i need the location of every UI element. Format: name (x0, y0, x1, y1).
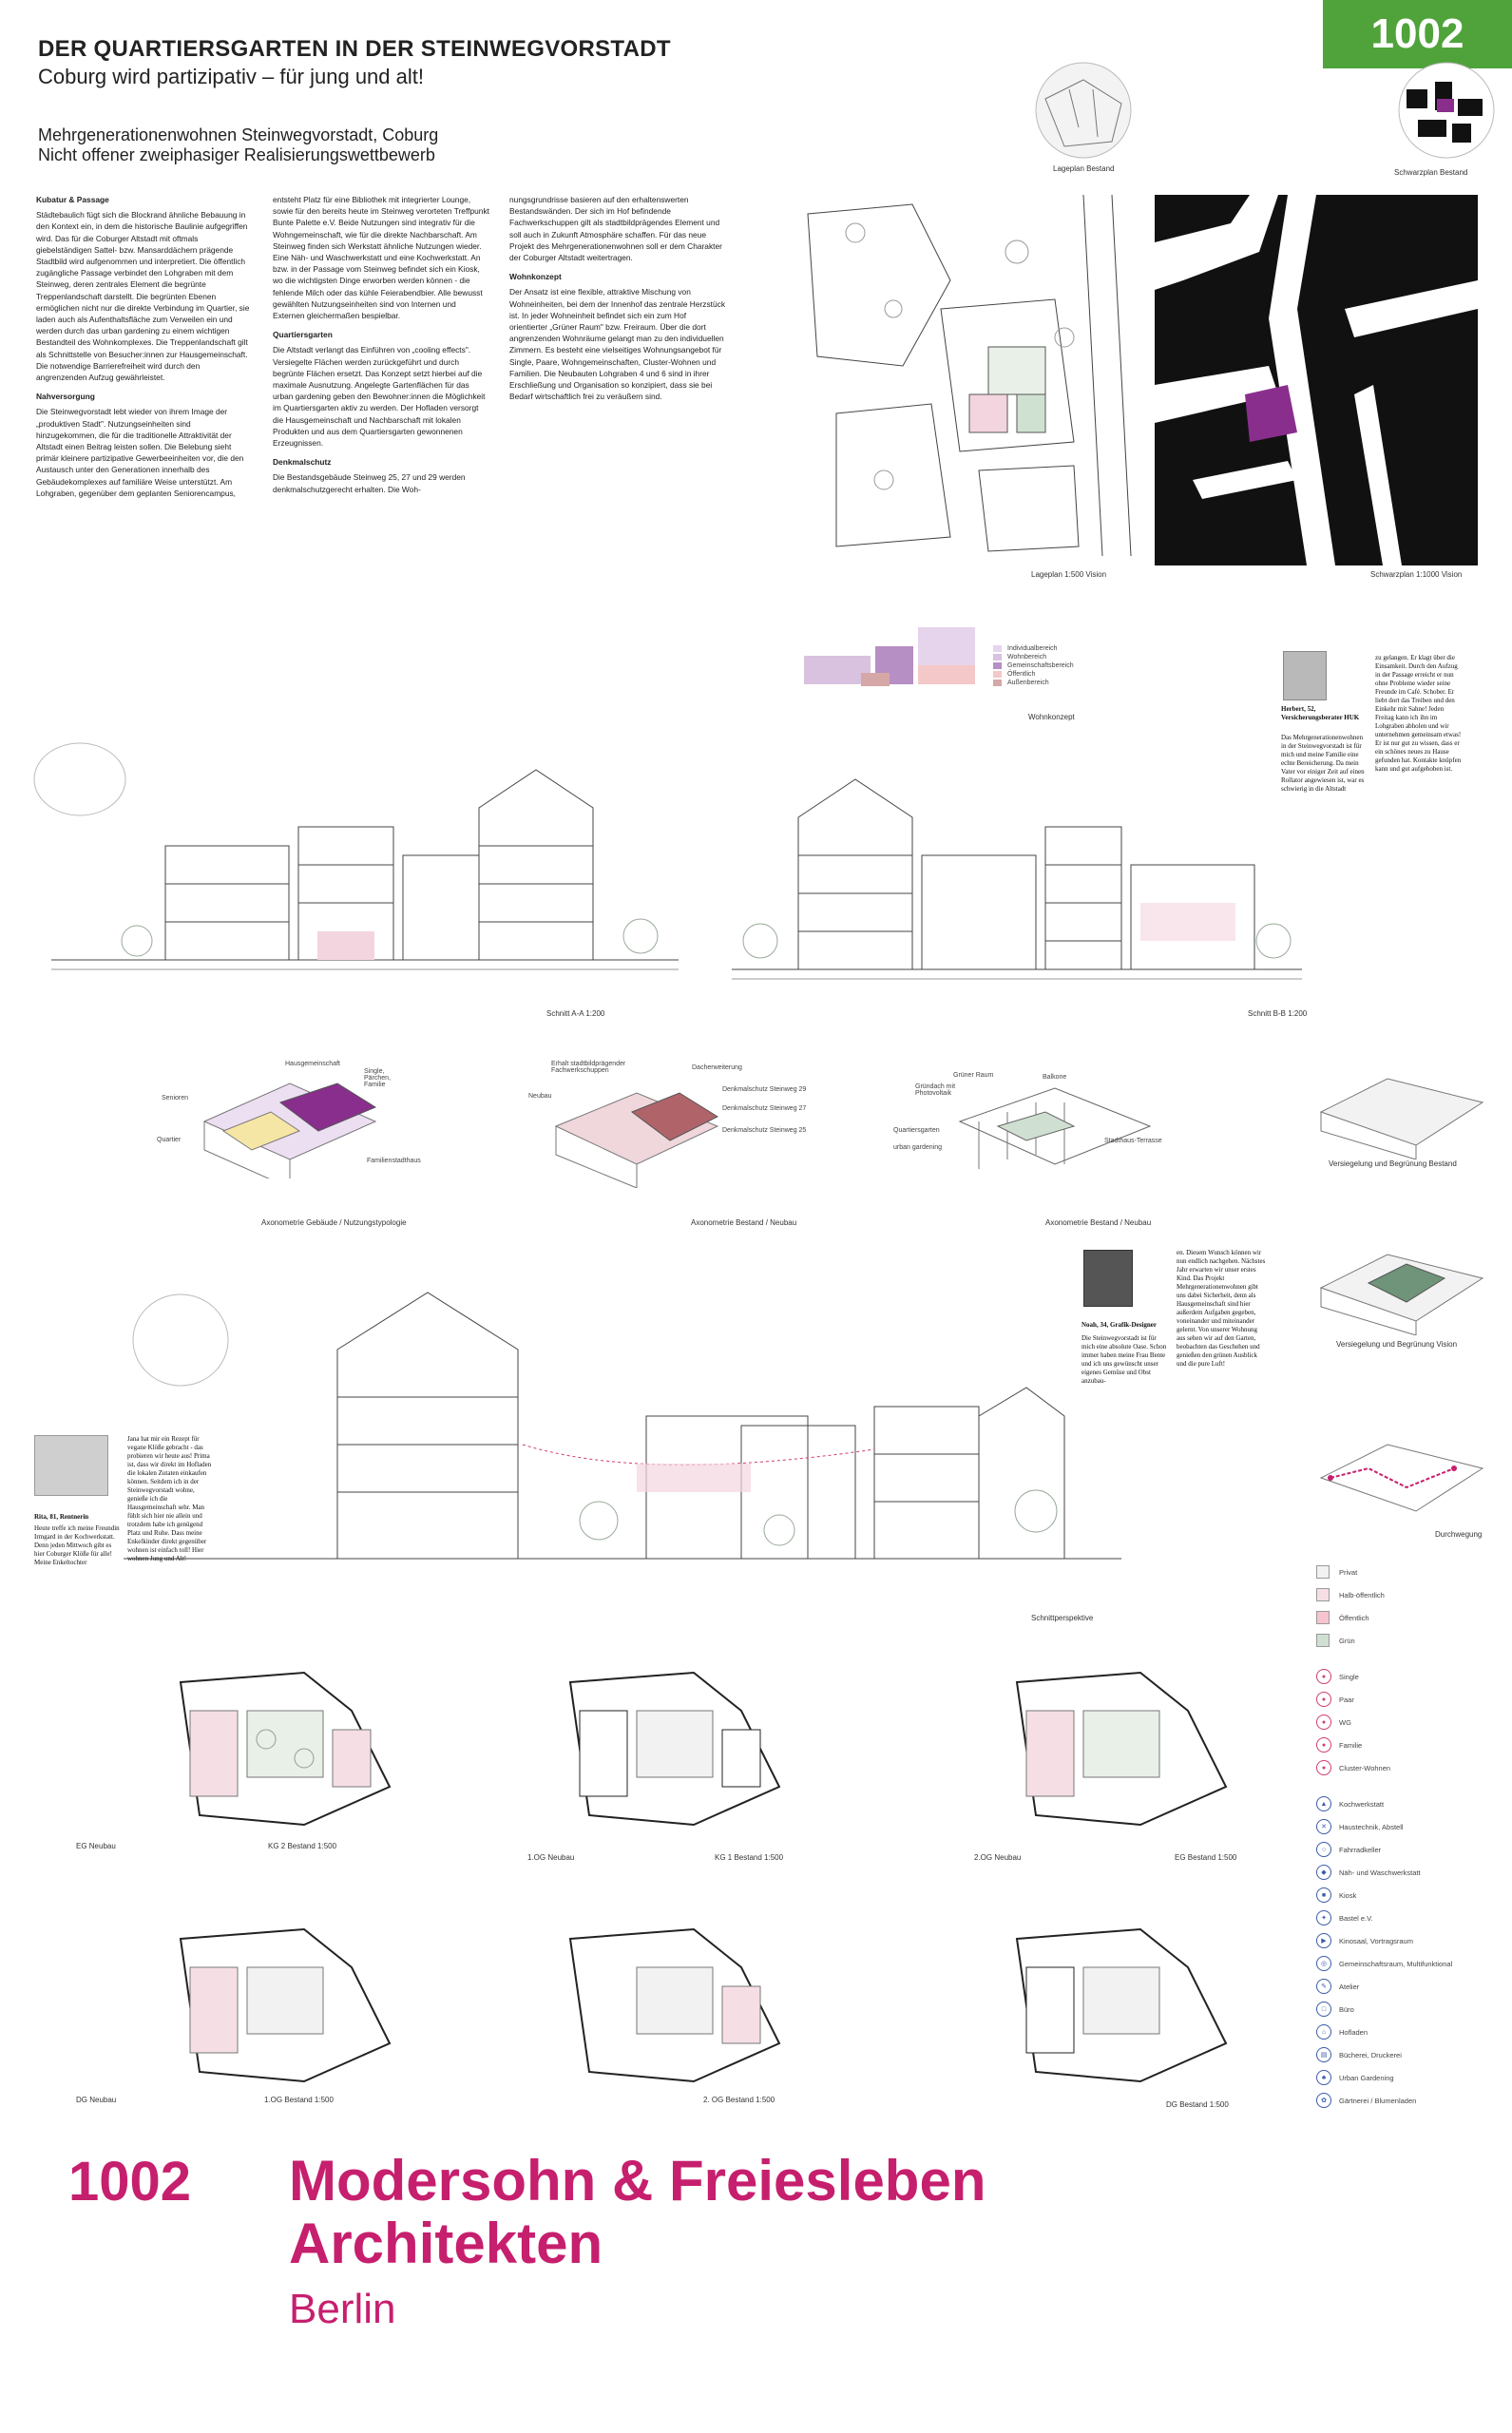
caption-plan-1og-neubau: 1.OG Neubau (527, 1853, 575, 1862)
heading-kubatur: Kubatur & Passage (36, 195, 109, 204)
caption-versiegelung-bestand: Versiegelung und Begrünung Bestand (1329, 1159, 1457, 1168)
book-icon: ▤ (1316, 2047, 1331, 2062)
legend-row-use-9 (1316, 1998, 1487, 2021)
floor-plans-row-1 (57, 1635, 1292, 1863)
legend-label-single: Single (1339, 1672, 1359, 1681)
caption-axo-gebaeude: Axonometrie Gebäude / Nutzungstypologie (261, 1218, 407, 1227)
entry-number-badge: 1002 (1323, 0, 1512, 68)
caption-versiegelung-vision: Versiegelung und Begrünung Vision (1336, 1340, 1458, 1349)
caption-plan-1og-bestand: 1.OG Bestand 1:500 (264, 2096, 334, 2104)
legend-individualbereich: Individualbereich (1007, 645, 1058, 652)
caption-schwarzplan-bestand: Schwarzplan Bestand (1394, 168, 1468, 177)
legend-row-use-1 (1316, 1815, 1487, 1838)
legend-row-use-5 (1316, 1906, 1487, 1929)
legend-row-use-4 (1316, 1884, 1487, 1906)
single-icon: ● (1316, 1669, 1331, 1684)
footer-city: Berlin (289, 2286, 396, 2332)
axo-bestand-drawing (546, 1074, 727, 1188)
axo-c-label-urban-gardening: urban gardening (893, 1144, 942, 1151)
quote-herbert-name: Herbert, 52, Versicherungsberater HUK (1281, 705, 1360, 721)
legend-row-use-10 (1316, 2021, 1487, 2043)
text-kubatur: Städtebaulich fügt sich die Blockrand ähnliche Bebauung in den Kontext ein, in dem die historische Baulinie aufgegriffen wird. Das für die Coburger Altstadt mit oftmals giebelständigen Sattel- bzw. Mansarddächern prägende Stadtbild wird aufgenommen und interpretiert. Die öffentlich zugängliche Passage verbindet den Lohgraben mit dem Steinweg, deren zentrales Element die begrünte Treppenlandschaft darstellt. Die begrünten Ebenen ermöglichen nicht nur die direkte Verbindung im Quartier, sie laden auch als Aufenthaltsfläche zum Verweilen ein und werden durch das urban gardening zu einem wichtigen Bestandteil des Wohnkomplexes. Die Treppenlandschaft gilt als Schnittstelle von Besucher:innen zur Hausgemeinschaft. Die notwendige Barrierefreiheit wird durch den angrenzenden Aufzug gewährleistet. (36, 210, 250, 383)
floorplan-2og-neubau (998, 1654, 1245, 1834)
caption-schnitt-b: Schnitt B-B 1:200 (1248, 1009, 1308, 1018)
portrait-rita (34, 1435, 108, 1496)
floorplan-dg-neubau (162, 1910, 409, 2091)
heading-denkmalschutz: Denkmalschutz (273, 457, 332, 468)
shop-icon: ⌂ (1316, 2024, 1331, 2040)
floorplan-1og-neubau (551, 1654, 798, 1834)
text-column-2 (273, 194, 489, 499)
legend-wohnbereich: Wohnbereich (1007, 654, 1047, 661)
office-icon: □ (1316, 2002, 1331, 2017)
schwarzplan-bestand-drawing (1389, 61, 1503, 165)
caption-plan-eg-neubau: EG Neubau (76, 1842, 116, 1850)
text-column-1 (36, 194, 253, 503)
competition-name: Nicht offener zweiphasiger Realisierungswettbewerb (38, 145, 435, 164)
caption-durchwegung: Durchwegung (1435, 1530, 1483, 1539)
versiegelung-bestand-drawing (1311, 1064, 1492, 1159)
floorplan-2og-bestand (551, 1910, 798, 2091)
family-icon: ● (1316, 1737, 1331, 1753)
legend-row-paar (1316, 1688, 1487, 1711)
legend-row-use-2 (1316, 1838, 1487, 1861)
axo-gruen-drawing (950, 1074, 1159, 1188)
axo-a-label-single: Single, Pärchen, Familie (364, 1068, 392, 1088)
heading-wohnkonzept: Wohnkonzept (509, 272, 562, 282)
cinema-icon: ▶ (1316, 1933, 1331, 1948)
axo-b-label-steinweg25: Denkmalschutz Steinweg 25 (722, 1127, 807, 1134)
caption-plan-dg-bestand: DG Bestand 1:500 (1166, 2100, 1229, 2109)
axo-a-label-quartier: Quartier (157, 1137, 182, 1143)
floorplan-eg-neubau (162, 1654, 409, 1834)
text-fachwerk: nungsgrundrisse basieren auf den erhaltenswerten Bestandswänden. Der sich im Hof befindende Fachwerkschuppen gilt als stadtbildprägendes Element und soll auch in Zukunft Atmosphäre schaffen. Für das neue Projekt des Mehrgenerationenwohnen soll er dem Charakter der Coburger Altstadt weitertragen. (509, 195, 722, 263)
axo-gebaeude-drawing (185, 1064, 394, 1178)
legend-label-use: Kiosk (1339, 1890, 1357, 1900)
cluster-icon: ● (1316, 1760, 1331, 1775)
caption-axo-bestand: Axonometrie Bestand / Neubau (691, 1218, 797, 1227)
axo-b-label-neubau: Neubau (528, 1093, 552, 1100)
text-denkmalschutz: Die Bestandsgebäude Steinweg 25, 27 und 29 werden denkmalschutzgerecht erhalten. Die Woh- (273, 472, 466, 494)
atelier-icon: ✎ (1316, 1979, 1331, 1994)
durchwegung-drawing (1311, 1430, 1492, 1516)
legend-row-oeffentlich (1316, 1606, 1487, 1629)
legend-label-use: Gemeinschaftsraum, Multifunktional (1339, 1959, 1453, 1968)
lageplan-vision-drawing (798, 195, 1150, 565)
text-nahversorgung: Die Steinwegvorstadt lebt wieder von ihrem Image der „produktiven Stadt". Nutzungseinheiten sind hinzugekommen, die für die traditionelle Attraktivität der Altstadt einen Beitrag leisten sollen. Die Belebung sieht primär kleinere partizipative Gewerbeeinheiten vor, die den Austausch unter den Generationen innerhalb des Gebäudekomplexes auf familiäre Weise unterstützt. Am Lohgraben, gegenüber dem geplanten Seniorencampus, (36, 407, 244, 498)
legend-label-paar: Paar (1339, 1695, 1354, 1704)
community-icon: ◎ (1316, 1956, 1331, 1971)
bicycle-icon: ○ (1316, 1842, 1331, 1857)
caption-plan-2og-bestand: 2. OG Bestand 1:500 (703, 2096, 775, 2104)
caption-axo-bestand-2: Axonometrie Bestand / Neubau (1045, 1218, 1152, 1227)
quote-noah-text: Die Steinwegvorstadt ist für mich eine absolute Oase. Schon immer haben meine Frau Bente und ich uns gewünscht unser eigenes Gemüse und Obst anzubau- (1081, 1334, 1167, 1385)
legend-label-cluster: Cluster-Wohnen (1339, 1763, 1391, 1772)
legend-label-use: Kinosaal, Vortragsraum (1339, 1936, 1413, 1945)
legend-label-use: Bücherei, Druckerei (1339, 2050, 1402, 2059)
caption-lageplan-vision: Lageplan 1:500 Vision (1031, 570, 1107, 579)
legend-row-use-11 (1316, 2043, 1487, 2066)
axo-b-label-erhalt: Erhalt stadtbildprägender Fachwerkschuppen (551, 1061, 626, 1074)
quote-rita-name: Rita, 81, Rentnerin (34, 1513, 89, 1521)
footer-entry-number: 1002 (68, 2151, 192, 2213)
schnittperspektive-drawing (124, 1274, 1121, 1587)
axo-b-label-steinweg27: Denkmalschutz Steinweg 27 (722, 1105, 807, 1112)
legend-row-familie (1316, 1734, 1487, 1756)
legend-label-use: Näh- und Waschwerkstatt (1339, 1868, 1421, 1877)
legend-label-halb-oeffentlich: Halb-öffentlich (1339, 1590, 1385, 1600)
legend-row-use-0 (1316, 1792, 1487, 1815)
legend-row-single (1316, 1665, 1487, 1688)
axo-a-label-familienstadthaus: Familienstadthaus (367, 1158, 421, 1164)
legend-label-use: Atelier (1339, 1982, 1360, 1991)
axo-a-label-hausgemeinschaft: Hausgemeinschaft (285, 1061, 340, 1067)
schnitt-a-drawing (32, 741, 688, 1007)
schnitt-b-drawing (732, 751, 1302, 1007)
caption-wohnkonzept: Wohnkonzept (1028, 713, 1075, 721)
axo-a-label-senioren: Senioren (162, 1095, 189, 1102)
footer-office-line-1: Modersohn & Freiesleben (289, 2149, 986, 2213)
axo-b-label-steinweg29: Denkmalschutz Steinweg 29 (722, 1086, 807, 1093)
text-nutzungen: entsteht Platz für eine Bibliothek mit integrierter Lounge, sowie für den bereits heute im Steinweg verorteten Treffpunkt Bunte Palette e.V. Beide Nutzungen sind integrativ für die Wohngemeinschaft, wie für die direkte Nachbarschaft. Am Steinweg finden sich Werkstatt ähnliche Nutzungen wieder. Eine Näh- und Waschwerkstatt und eine Kochwerkstatt. An bzw. in der Passage vom Steinweg befindet sich ein Kiosk, wo die wichtigsten Dinge erworben werden können - die fehlende Milch oder das kühle Feierabendbier. Alle bewusst gewählten Nutzungseinheiten sind von Internen und Externen gleichermaßen bespielbar. (273, 195, 489, 321)
axo-c-label-stadthaus: Stadthaus-Terrasse (1104, 1138, 1162, 1144)
legend-row-privat (1316, 1561, 1487, 1583)
caption-schnittperspektive: Schnittperspektive (1031, 1614, 1094, 1622)
legend-row-use-13 (1316, 2089, 1487, 2112)
floor-plans-row-2 (57, 1891, 1292, 2119)
plant-icon: ♣ (1316, 2070, 1331, 2085)
axo-b-label-dacherweiterung: Dacherweiterung (692, 1064, 742, 1071)
legend-row-use-3 (1316, 1861, 1487, 1884)
caption-plan-eg-bestand: EG Bestand 1:500 (1175, 1853, 1237, 1862)
portrait-herbert (1283, 651, 1327, 700)
legend-oeffentlich: Öffentlich (1007, 671, 1036, 678)
legend-label-use: Hofladen (1339, 2027, 1368, 2037)
flower-icon: ✿ (1316, 2093, 1331, 2108)
legend-aussenbereich: Außenbereich (1007, 680, 1049, 686)
caption-plan-2og-neubau: 2.OG Neubau (974, 1853, 1022, 1862)
heading-quartiersgarten: Quartiersgarten (273, 330, 333, 340)
page-title: DER QUARTIERSGARTEN IN DER STEINWEGVORSTADT (38, 36, 671, 62)
legend-label-use: Bastel e.V. (1339, 1913, 1373, 1923)
caption-schnitt-a: Schnitt A-A 1:200 (546, 1009, 605, 1018)
caption-plan-kg2-bestand: KG 2 Bestand 1:500 (268, 1842, 337, 1850)
axo-c-label-quartiersgarten: Quartiersgarten (893, 1127, 940, 1134)
wohnkonzept-legend (993, 644, 1074, 687)
legend-row-wg (1316, 1711, 1487, 1734)
heading-nahversorgung: Nahversorgung (36, 392, 95, 402)
legend-label-wg: WG (1339, 1717, 1351, 1727)
legend-gemeinschaftsbereich: Gemeinschaftsbereich (1007, 662, 1074, 669)
legend-row-use-7 (1316, 1952, 1487, 1975)
quote-rita-text2: Jana hat mir ein Rezept für vegane Klöße gebracht - das probieren wir heute aus! Prima ist, dass wir direkt im Hofladen die lokalen Zutaten einkaufen können. Seitdem ich in der Steinwegvorstadt wohne, genieße ich die Hausgemeinschaft sehr. Man fühlt sich hier nie allein und trotzdem habe ich genügend Platz und Ruhe. Dass meine Enkelkinder direkt gegenüber wohnen ist einfach toll! Hier wohnen Jung und Alt! (127, 1435, 212, 1562)
footer-office-line-2: Architekten (289, 2212, 603, 2275)
legend-label-use: Fahrradkeller (1339, 1845, 1382, 1854)
caption-lageplan-bestand: Lageplan Bestand (1053, 164, 1115, 173)
floorplan-dg-bestand (998, 1910, 1245, 2091)
shared-flat-icon: ● (1316, 1715, 1331, 1730)
project-name: Mehrgenerationenwohnen Steinwegvorstadt, Coburg (38, 125, 439, 144)
quote-noah-text2: en. Diesem Wunsch können wir nun endlich nachgehen. Nächstes Jahr erwarten wir unser erstes Kind. Das Projekt Mehrgenerationenwohnen gibt uns dabei Sicherheit, denn als Hausgemeinschaft sind hier außerdem Aufgaben gegeben, voneinander und miteinander gelernt. Von unserer Wohnung aus sehen wir auf den Garten, beobachten das Geschehen und genießen den grünen Ausblick und die pure Luft! (1177, 1249, 1266, 1368)
caption-schwarzplan-vision: Schwarzplan 1:1000 Vision (1370, 570, 1463, 579)
legend-label-privat: Privat (1339, 1567, 1358, 1577)
caption-plan-dg-neubau: DG Neubau (76, 2096, 117, 2104)
legend-row-gruen (1316, 1629, 1487, 1652)
wohnkonzept-diagram (804, 618, 994, 703)
legend-row-use-12 (1316, 2066, 1487, 2089)
legend-label-use: Urban Gardening (1339, 2073, 1394, 2082)
couple-icon: ● (1316, 1692, 1331, 1707)
lageplan-bestand-drawing (1026, 61, 1140, 165)
legend-label-familie: Familie (1339, 1740, 1363, 1750)
legend-label-use: Büro (1339, 2004, 1354, 2014)
caption-plan-kg1-bestand: KG 1 Bestand 1:500 (715, 1853, 784, 1862)
sewing-icon: ◆ (1316, 1865, 1331, 1880)
quote-noah-name: Noah, 34, Grafik-Designer (1081, 1321, 1157, 1329)
schwarzplan-vision-drawing (1155, 195, 1478, 565)
legend-label-oeffentlich: Öffentlich (1339, 1613, 1369, 1622)
kitchen-icon: ▲ (1316, 1796, 1331, 1811)
versiegelung-vision-drawing (1311, 1240, 1492, 1335)
legend-label-use: Haustechnik, Abstell (1339, 1822, 1404, 1831)
legend-label-use: Kochwerkstatt (1339, 1799, 1385, 1809)
legend-label-use: Gärtnerei / Blumenladen (1339, 2096, 1417, 2105)
kiosk-icon: ■ (1316, 1887, 1331, 1903)
page-subtitle: Coburg wird partizipativ – für jung und alt! (38, 65, 424, 88)
axo-c-label-gruendach: Gründach mit Photovoltaik (915, 1083, 956, 1097)
craft-icon: ✦ (1316, 1910, 1331, 1925)
axo-c-label-gruener-raum: Grüner Raum (953, 1072, 994, 1079)
legend-panel (1316, 1561, 1487, 2112)
text-column-3 (509, 194, 726, 406)
text-wohnkonzept: Der Ansatz ist eine flexible, attraktive Mischung von Wohneinheiten, bei dem der Innenhof das zentrale Herzstück ist. In jeder Wohneinheit befindet sich ein zum Hof orientierter „Grüner Raum" bzw. Freiraum. Über die dort angrenzenden Wohnräume gelangt man zu den individuellen Zimmern. Es besteht eine vielseitiges Wohnungsangebot für Single, Paare, Wohngemeinschaften, Cluster-Wohnen und Familien. Die Neubauten Lohgraben 4 und 6 sind in ihrer Erschließung und Organisation so konzipiert, dass sie bei Bedarf wirtschaftlich frei zu veräußern sind. (509, 287, 726, 402)
axo-c-label-balkone: Balkone (1043, 1074, 1067, 1081)
legend-row-use-8 (1316, 1975, 1487, 1998)
legend-row-halb-oeffentlich (1316, 1583, 1487, 1606)
tools-icon: ✕ (1316, 1819, 1331, 1834)
legend-row-cluster (1316, 1756, 1487, 1779)
quote-rita-text: Heute treffe ich meine Freundin Irmgard in der Kochwerkstatt. Denn jeden Mittwoch gibt es hier Coburger Klöße für alle! Meine Enkeltochter (34, 1524, 120, 1566)
legend-label-gruen: Grün (1339, 1636, 1355, 1645)
legend-row-use-6 (1316, 1929, 1487, 1952)
text-quartiersgarten: Die Altstadt verlangt das Einführen von „cooling effects". Versiegelte Flächen werden zurückgeführt und durch begrünte Flächen ersetzt. Das Konzept setzt hierbei auf die maximale Ausnutzung. Angelegte Gartenflächen für das urban gardening geben den Bewohner:innen die Möglichkeit im Quartiersgarten aktiv zu werden. Der Hofladen versorgt die Hausgemeinschaft und Nachbarschaft mit lokalen Produkten und aus dem Quartiersgarten gewonnenen Erzeugnissen. (273, 345, 486, 449)
quote-herbert-text: zu gelangen. Er klagt über die Einsamkeit. Durch den Aufzug in der Passage erreicht er nun ohne Probleme wieder seine Freunde im Café. Schober. Er liebt dort das Treiben und den Einkehr mit Sahne! Jeden Freitag kann ich ihn im Lohgraben abholen und wir unternehmen gemeinsam etwas! Er ist nur gut zu wissen, dass er ein schönes neues zu Hause gefunden hat. Kontakte knüpfen kann und gut aufgehoben ist. (1375, 654, 1462, 773)
quote-herbert-text2: Das Mehrgenerationenwohnen in der Steinwegvorstadt ist für mich und meine Familie eine echte Bereicherung. Da mein Vater vor einiger Zeit auf einen Rollator angewiesen ist, war es schwierig in die Altstadt (1281, 734, 1365, 793)
